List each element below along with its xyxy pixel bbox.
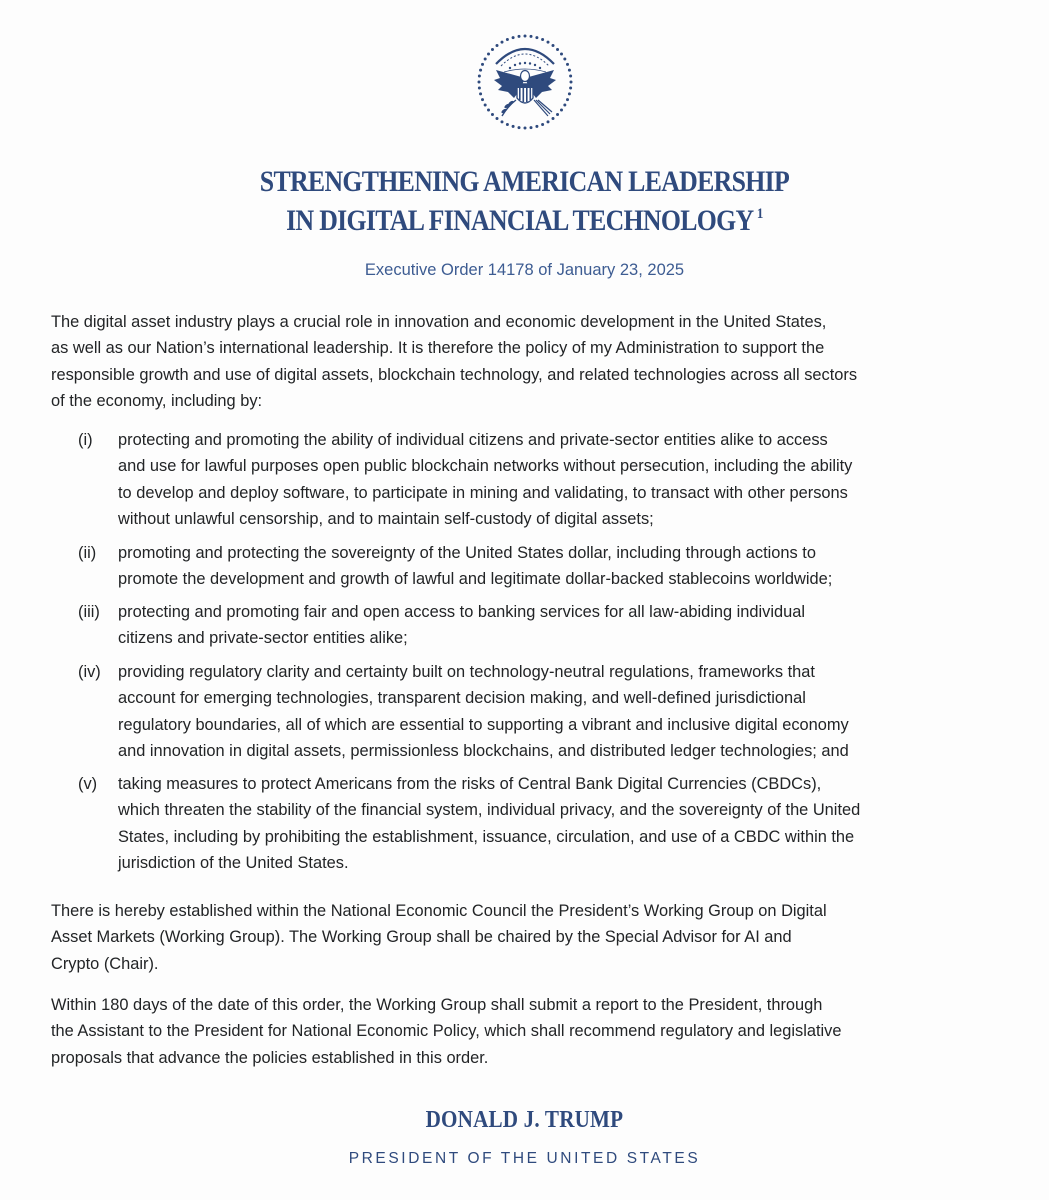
- seal-dot: [481, 98, 484, 101]
- intro-line: responsible growth and use of digital assets, blockchain technology, and related technologies across all sectors: [51, 365, 858, 384]
- report-paragraph: [51, 992, 1011, 1071]
- seal-dot: [496, 117, 499, 120]
- item-marker: (ii): [78, 544, 97, 562]
- seal-dot: [560, 109, 563, 112]
- seal-dot: [487, 109, 490, 112]
- seal-dot: [530, 35, 533, 38]
- item-marker: (iv): [78, 663, 101, 681]
- seal-dot: [512, 36, 515, 39]
- seal-dot: [556, 48, 559, 51]
- working-group-paragraph: [51, 898, 1011, 977]
- seal-dot: [547, 41, 550, 44]
- seal-dot: [569, 87, 572, 90]
- item-line: which threaten the stability of the financial system, individual privacy, and the sovereignty of the United: [118, 801, 861, 820]
- item-text: [118, 771, 1018, 876]
- seal-dot: [566, 98, 569, 101]
- item-line: protecting and promoting the ability of individual citizens and private-sector entities alike to access: [118, 431, 828, 449]
- seal-dot: [556, 113, 559, 116]
- item-text: [118, 659, 1018, 764]
- item-line: to develop and deploy software, to participate in mining and validating, to transact with other persons: [118, 483, 848, 502]
- item-marker: (i): [78, 431, 93, 449]
- paragraph-line: Within 180 days of the date of this order, the Working Group shall submit a report to the President, through: [51, 996, 823, 1014]
- paragraph-line: Crypto (Chair).: [51, 954, 159, 973]
- item-line: regulatory boundaries, all of which are essential to supporting a vibrant and inclusive digital economy: [118, 715, 849, 734]
- intro-line: The digital asset industry plays a crucial role in innovation and economic development in the United States,: [51, 313, 827, 331]
- intro-line: of the economy, including by:: [51, 391, 263, 410]
- item-line: and use for lawful purposes open public blockchain networks without persecution, including the ability: [118, 457, 853, 476]
- title-line-2: [73, 202, 975, 245]
- paragraph-line: There is hereby established within the National Economic Council the President’s Working Group on Digital: [51, 902, 827, 920]
- seal-dot: [524, 35, 527, 38]
- seal-dot: [563, 104, 566, 107]
- seal-dot: [530, 126, 533, 129]
- seal-dot: [552, 44, 555, 47]
- title-line-2-text: IN DIGITAL FINANCIAL TECHNOLOGY: [286, 204, 754, 237]
- item-text: [118, 427, 1018, 532]
- seal-dot: [518, 126, 521, 129]
- seal-dot: [524, 127, 527, 130]
- seal-dot: [479, 69, 482, 72]
- seal-dot: [478, 75, 481, 78]
- seal-dot: [487, 53, 490, 56]
- seal-dot: [535, 125, 538, 128]
- seal-dot: [496, 44, 499, 47]
- seal-dot: [566, 63, 569, 66]
- item-line: jurisdiction of the United States.: [118, 853, 349, 872]
- item-marker: (iii): [78, 603, 100, 621]
- item-text: [118, 540, 1018, 593]
- seal-dot: [478, 81, 481, 84]
- signer-title: PRESIDENT OF THE UNITED STATES: [348, 1150, 701, 1167]
- item-line: promoting and protecting the sovereignty of the United States dollar, including through actions to: [118, 544, 816, 562]
- title-line-1: STRENGTHENING AMERICAN LEADERSHIP: [259, 165, 790, 198]
- seal-dot: [491, 113, 494, 116]
- seal-dot: [501, 41, 504, 44]
- item-line: promote the development and growth of lawful and legitimate dollar-backed stablecoins worldwide;: [118, 570, 833, 589]
- paragraph-line: Asset Markets (Working Group). The Working Group shall be chaired by the Special Advisor for AI and: [51, 928, 792, 947]
- seal-dot: [569, 75, 572, 78]
- item-line: providing regulatory clarity and certainty built on technology-neutral regulations, frameworks that: [118, 663, 815, 681]
- presidential-seal-icon: [474, 26, 576, 136]
- seal-dot: [535, 36, 538, 39]
- seal-dot: [560, 53, 563, 56]
- seal-dot: [541, 123, 544, 126]
- seal-dot: [552, 117, 555, 120]
- seal-dot: [506, 123, 509, 126]
- item-line: citizens and private-sector entities alike;: [118, 629, 408, 648]
- seal-dot: [484, 58, 487, 61]
- item-line: without unlawful censorship, and to maintain self-custody of digital assets;: [118, 509, 654, 528]
- signer-name: DONALD J. TRUMP: [425, 1107, 624, 1133]
- seal-dot: [547, 120, 550, 123]
- seal-dot: [491, 48, 494, 51]
- paragraph-line: proposals that advance the policies established in this order.: [51, 1048, 489, 1067]
- intro-line: as well as our Nation’s international leadership. It is therefore the policy of my Administration to support the: [51, 339, 825, 358]
- seal-dot: [541, 38, 544, 41]
- seal-dot: [568, 69, 571, 72]
- item-marker: (v): [78, 775, 98, 793]
- seal-dot: [484, 104, 487, 107]
- seal-dot: [568, 92, 571, 95]
- item-line: States, including by prohibiting the establishment, issuance, circulation, and use of a CBDC within the: [118, 827, 855, 846]
- paragraph-line: the Assistant to the President for National Economic Policy, which shall recommend regulatory and legislative: [51, 1022, 842, 1041]
- item-text: [118, 599, 1018, 652]
- executive-order-subtitle: Executive Order 14178 of January 23, 2025: [364, 261, 685, 279]
- seal-dot: [512, 125, 515, 128]
- seal-dot: [478, 87, 481, 90]
- seal-dot: [481, 63, 484, 66]
- item-line: taking measures to protect Americans from the risks of Central Bank Digital Currencies (CBDCs),: [118, 775, 822, 793]
- seal-dot: [570, 81, 573, 84]
- seal-dot: [479, 92, 482, 95]
- item-line: and innovation in digital assets, permissionless blockchains, and distributed ledger technologies; and: [118, 741, 849, 760]
- seal-dot: [518, 35, 521, 38]
- intro-paragraph: [51, 309, 1011, 414]
- seal-dot: [506, 38, 509, 41]
- footnote-mark: 1: [756, 206, 763, 222]
- item-line: account for emerging technologies, transparent decision making, and well-defined jurisdictional: [118, 689, 806, 708]
- seal-dot: [501, 120, 504, 123]
- item-line: protecting and promoting fair and open access to banking services for all law-abiding individual: [118, 603, 805, 621]
- seal-dot: [563, 58, 566, 61]
